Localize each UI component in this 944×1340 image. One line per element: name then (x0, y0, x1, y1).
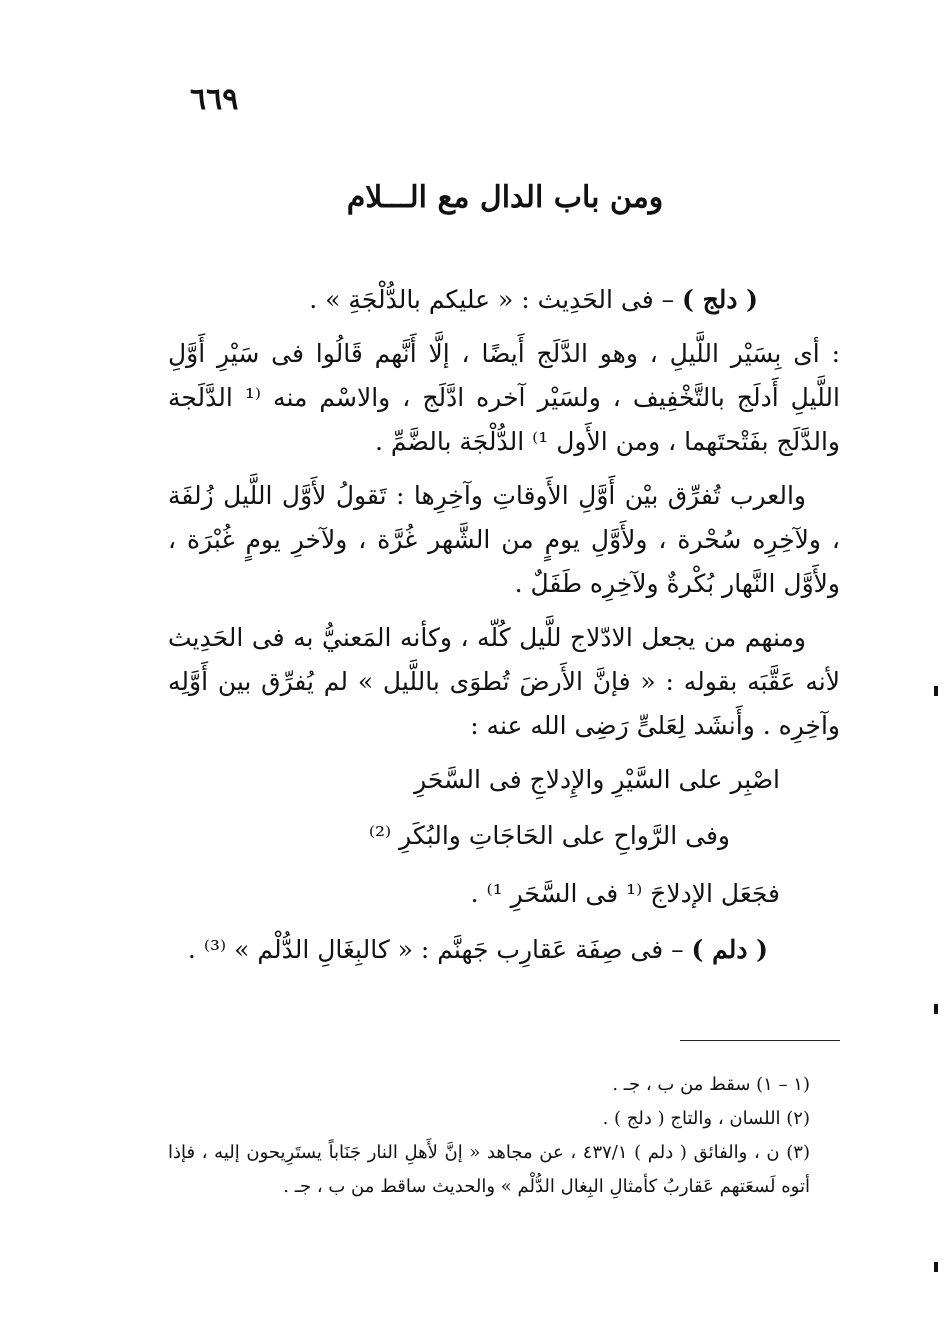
footnote-3: (٣) ن ، والفائق ( دلم ) ٤٣٧/١ ، عن مجاهد « إنَّ لأَهلِ النار جَنَاباً يستَرِيحون إليه ، فإذا أتوه لَسعَتهم عَقاربُ كأمثالِ البِغال الدُّلْم » والحديث ساقط من ب ، جـ . (168, 1142, 810, 1197)
entry-key: ( دلم ) (691, 935, 768, 964)
scan-edge-mark (934, 1262, 938, 1272)
footnote-1: (١ – ١) سقط من ب ، جـ . (612, 1074, 810, 1095)
main-text (168, 278, 840, 972)
paragraph-1: : أى بِسَيْر اللَّيلِ ، وهو الدَّلَج أَيضًا ، إلَّا أَنَّهم قَالُوا فى سَيْرِ أَوَّلِ اللَّيلِ أَدلَج بالتَّخْفِيف ، ولسَيْر آخره ادَّلَج ، والاسْم منه ⁽¹ الدَّلَجة والدَّلَج بفَتْحتَهما ، ومن الأَول ¹⁾ الدُّلْجَة بالضَّمِّ . (168, 339, 840, 456)
entry-dalam (168, 928, 840, 972)
paragraph-3: ومنهم من يجعل الادّلاج للَّيل كُلّه ، وكأنه المَعنيُّ به فى الحَدِيث لأنه عَقَّبَه بقوله : « فإنَّ الأَرضَ تُطوَى باللَّيل » لم يُفرِّق بين أَوَّلِه وآخِرِه . وأَنشَد لِعَلىٍّ رَضِى الله عنه : (168, 623, 840, 740)
entry-key: ( دلج ) (682, 285, 758, 314)
entry-text: – فى صِفَة عَقارِب جَهنَّم : « كالبِغَالِ الدُّلْم » ⁽³⁾ . (187, 935, 692, 964)
poem-verse-1: اصْبِر على السَّيْرِ والإِدلاجِ فى السَّحَرِ (414, 765, 780, 794)
poem-verse-2: وفى الرَّواحِ على الحَاجَاتِ والبُكَرِ ⁽²⁾ (368, 821, 730, 850)
scan-edge-mark (934, 686, 938, 696)
footnote-2: (٢) اللسان ، والتاج ( دلج ) . (602, 1108, 810, 1129)
paragraph-2: والعرب تُفرِّق بيْن أَوَّلِ الأَوقاتِ وآخِرِها : تَقولُ لأَوَّل اللَّيل زُلفَة ، ولآخِرِه سُحْرة ، ولأَوَّلِ يومٍ من الشَّهر غُرَّة ، ولآخرِ يومٍ غُبْرَة ، ولأَوَّل النَّهار بُكْرةٌ ولآخِرِه طَفَلٌ . (168, 481, 840, 598)
entry-dalaj (168, 278, 840, 322)
entry-text: – فى الحَدِيث : « عليكم بالدُّلْجَةِ » . (309, 285, 683, 314)
poem-comment: فجَعَل الإدلاجَ ⁽¹ فى السَّحَرِ ¹⁾ . (470, 879, 780, 908)
page-number: ٦٦٩ (190, 82, 239, 117)
chapter-title: ومن باب الدال مع الـــلام (346, 180, 664, 215)
footnotes (168, 1068, 840, 1204)
footnote-divider (680, 1040, 840, 1041)
poem (168, 752, 840, 924)
scan-edge-mark (934, 1004, 938, 1014)
